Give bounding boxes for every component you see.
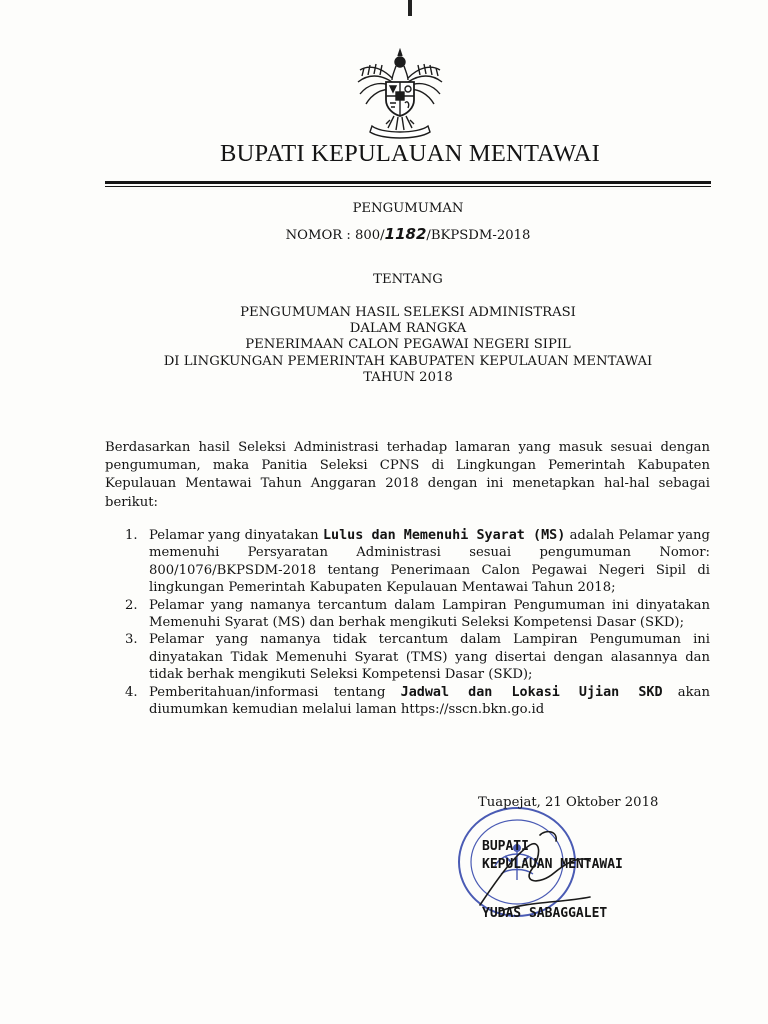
garuda-pancasila-emblem-icon <box>352 48 448 142</box>
scan-corner-mark <box>408 0 412 16</box>
item-text: Pelamar yang namanya tercantum dalam Lampiran Pengumuman ini dinyatakan Memenuhi Syarat (MS) dan berhak mengikuti Seleksi Kompetensi Dasar (SKD); <box>149 597 710 631</box>
item-text: Pelamar yang namanya tidak tercantum dalam Lampiran Pengumuman ini dinyatakan Tidak Memenuhi Syarat (TMS) yang disertai dengan alasannya dan tidak berhak mengikuti Seleksi Kompetensi Dasar (SKD); <box>149 632 710 683</box>
intro-paragraph: Berdasarkan hasil Seleksi Administrasi terhadap lamaran yang masuk sesuai dengan pengumuman, maka Panitia Seleksi CPNS di Lingkungan Pemerintah Kabupaten Kepulauan Mentawai Tahun Anggaran 2018 dengan ini menetapkan hal-hal sebagai berikut: <box>105 440 710 510</box>
number-suffix: /BKPSDM-2018 <box>426 228 531 243</box>
title-line: DI LINGKUNGAN PEMERINTAH KABUPATEN KEPULAUAN MENTAWAI <box>163 353 653 369</box>
item-number: 3. <box>125 632 138 648</box>
header-rule-thick <box>105 181 711 184</box>
item-bold-text: Lulus dan Memenuhi Syarat (MS) <box>322 528 566 543</box>
item-text: adalah Pelamar yang memenuhi Persyaratan Administrasi sesuai pengumuman Nomor: 800/1076/BKPSDM-2018 tentang Penerimaan Calon Pegawai Negeri Sipil di lingkungan Pemerintah Kabupaten Kepulauan Mentawai Tahun 2018; <box>149 528 710 596</box>
announcement-label: PENGUMUMAN <box>352 201 464 216</box>
signer-position-line1: BUPATI <box>482 839 529 854</box>
title-line: DALAM RANGKA <box>349 321 467 337</box>
title-line: PENERIMAAN CALON PEGAWAI NEGERI SIPIL <box>245 337 571 353</box>
title-line: TAHUN 2018 <box>363 369 453 385</box>
item-number: 1. <box>125 528 138 543</box>
list-item <box>125 631 710 683</box>
place-date: Tuapejat, 21 Oktober 2018 <box>478 795 659 810</box>
handwritten-signature-icon <box>470 815 620 925</box>
list-item <box>125 527 710 597</box>
about-label: TENTANG <box>373 272 443 287</box>
office-title: BUPATI KEPULAUAN MENTAWAI <box>220 140 600 167</box>
item-text: Pemberitahuan/informasi tentang <box>149 684 401 700</box>
announcement-number <box>105 225 711 245</box>
title-line: PENGUMUMAN HASIL SELEKSI ADMINISTRASI <box>240 305 576 320</box>
number-prefix: NOMOR : 800/ <box>285 228 385 243</box>
number-handwritten: 1182 <box>384 225 427 243</box>
item-number: 4. <box>125 684 138 700</box>
item-number: 2. <box>125 597 138 613</box>
announcement-title <box>105 305 711 386</box>
signer-name: YUDAS SABAGGALET <box>482 906 608 921</box>
item-bold-text: Jadwal dan Lokasi Ujian SKD <box>400 684 663 700</box>
item-text: Pelamar yang dinyatakan <box>149 528 323 543</box>
item-text: akan diumumkan kemudian melalui laman https://sscn.bkn.go.id <box>149 684 710 718</box>
list-item <box>125 684 710 719</box>
list-item <box>125 597 710 632</box>
header-rule-thin <box>105 186 711 187</box>
signer-position-line2: KEPULAUAN MENTAWAI <box>482 857 623 872</box>
decision-list <box>125 527 710 718</box>
